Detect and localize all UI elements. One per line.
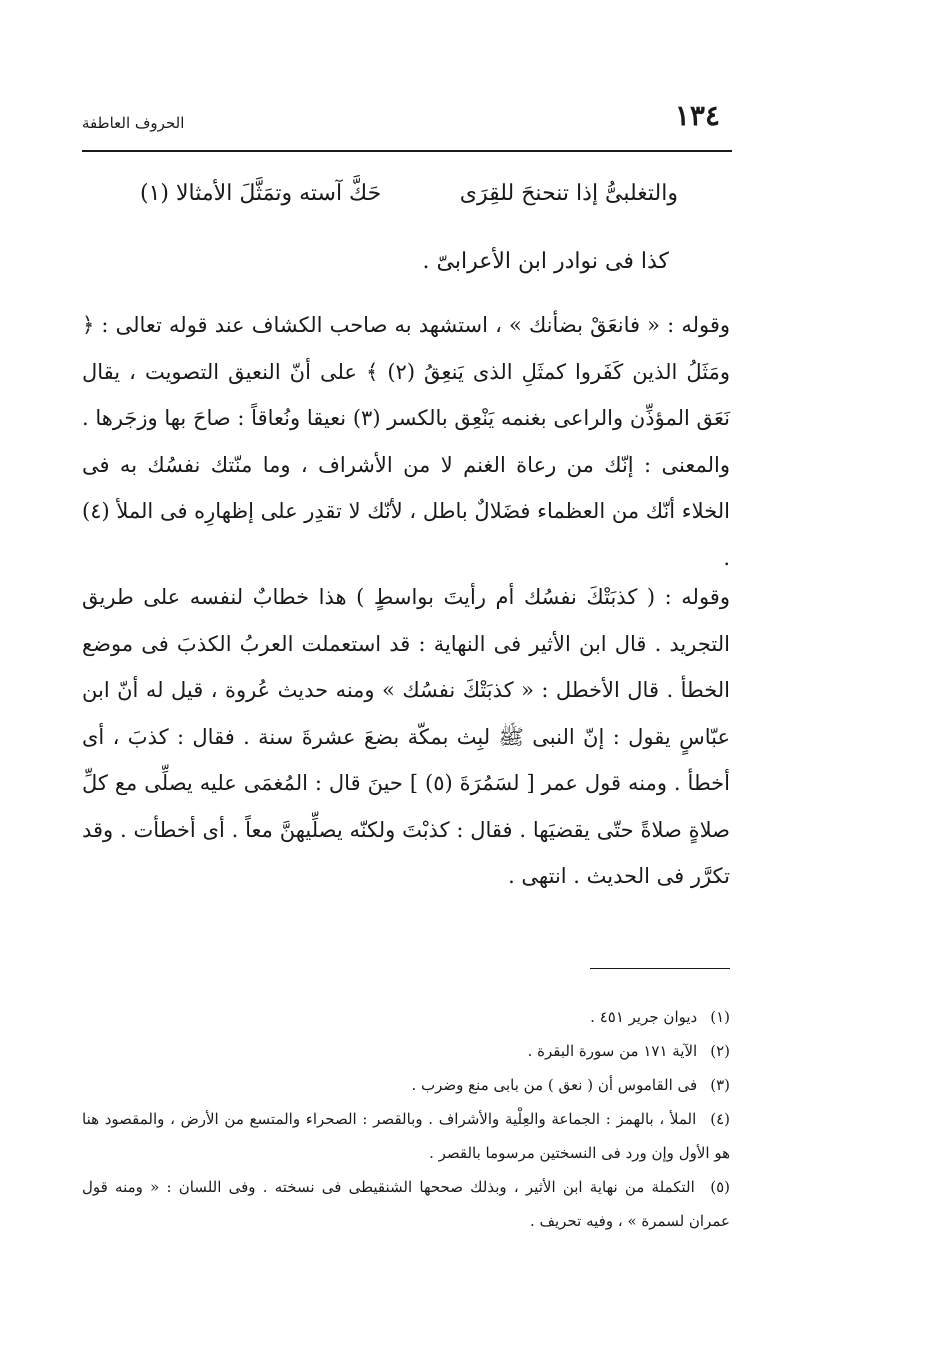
- footnotes: [82, 1000, 730, 1238]
- footnote-rule: [590, 968, 730, 969]
- paragraph-2: وقوله : ( كذبَتْكَ نفسُك أم رأيتَ بواسطٍ ) هذا خطابٌ لنفسه على طريق التجريد . قال ابن الأثير فى النهاية : قد استعملت العربُ الكذبَ فى موضع الخطأ . قال الأخطل : « كذبَتْكَ نفسُك » ومنه حديث عُروة ، قيل له أنّ ابن عبّاسٍ يقول : إنّ النبى ﷺ لبِث بمكّة بضعَ عشرةَ سنة . فقال : كذبَ ، أى أخطأ . ومنه قول عمر [ لسَمُرَةَ (٥) ] حينَ قال : المُغمَى عليه يصلِّى مع كلِّ صلاةٍ صلاةً حتّى يقضيَها . فقال : كذبْتَ ولكنّه يصلِّيهنَّ معاً . أى أخطأت . وقد تكرَّر فى الحديث . انتهى .: [82, 585, 731, 888]
- footnote-number: (٣): [710, 1076, 730, 1094]
- footnote-number: (٤): [710, 1110, 730, 1128]
- footnote-text: الملأ ، بالهمز : الجماعة والعِلْية والأشراف . وبالقصر : الصحراء والمتسع من الأرض ، والمقصود هنا هو الأول وإن ورد فى النسختين مرسوما بالقصر .: [82, 1110, 730, 1162]
- footnote-number: (٢): [710, 1042, 730, 1060]
- page-header: [82, 98, 730, 142]
- page-number: ١٣٤: [674, 99, 720, 132]
- footnote-2: [82, 1034, 730, 1068]
- verse-second-hemistich: حَكَّ آسته وتمَثَّلَ الأمثالا (١): [140, 181, 382, 206]
- footnote-number: (١): [710, 1008, 730, 1026]
- footnote-5: [82, 1170, 730, 1238]
- footnote-1: [82, 1000, 730, 1034]
- footnote-number: (٥): [710, 1178, 730, 1196]
- footnote-text: ديوان جرير ٤٥١ .: [590, 1008, 698, 1026]
- footnote-4: [82, 1102, 730, 1170]
- footnote-text: الآية ١٧١ من سورة البقرة .: [527, 1042, 698, 1060]
- poem-verse: [140, 172, 678, 216]
- running-title: الحروف العاطفة: [82, 114, 185, 132]
- footnote-text: فى القاموس أن ( نعق ) من بابى منع وضرب .: [411, 1076, 698, 1094]
- verse-source-line: كذا فى نوادر ابن الأعرابىّ .: [422, 249, 669, 274]
- paragraph-1: وقوله : « فانعَقْ بضأنك » ، استشهد به صاحب الكشاف عند قوله تعالى : ﴿ ومَثَلُ الذين كَفَروا كمثَلِ الذى يَنعِقُ (٢) ﴾ على أنّ النعيق التصويت ، يقال نَعَق المؤذِّن والراعى بغنمه يَنْعِق بالكسر (٣) نعيقا ونُعاقاً : صاحَ بها وزجَرها . والمعنى : إنّك من رعاة الغنم لا من الأشراف ، وما منّتك نفسُك به فى الخلاء أنّك من العظماء فضَلالٌ باطل ، لأنّك لا تقدِر على إظهارِه فى الملأ (٤) .: [82, 313, 731, 570]
- verse-first-hemistich: والتغلبىُّ إذا تنحنحَ للقِرَى: [459, 181, 678, 206]
- footnote-3: [82, 1068, 730, 1102]
- footnote-text: التكملة من نهاية ابن الأثير ، وبذلك صححها الشنقيطى فى نسخته . وفى اللسان : « ومنه قول عمران لسمرة » ، وفيه تحريف .: [82, 1178, 730, 1230]
- header-rule: [82, 150, 732, 152]
